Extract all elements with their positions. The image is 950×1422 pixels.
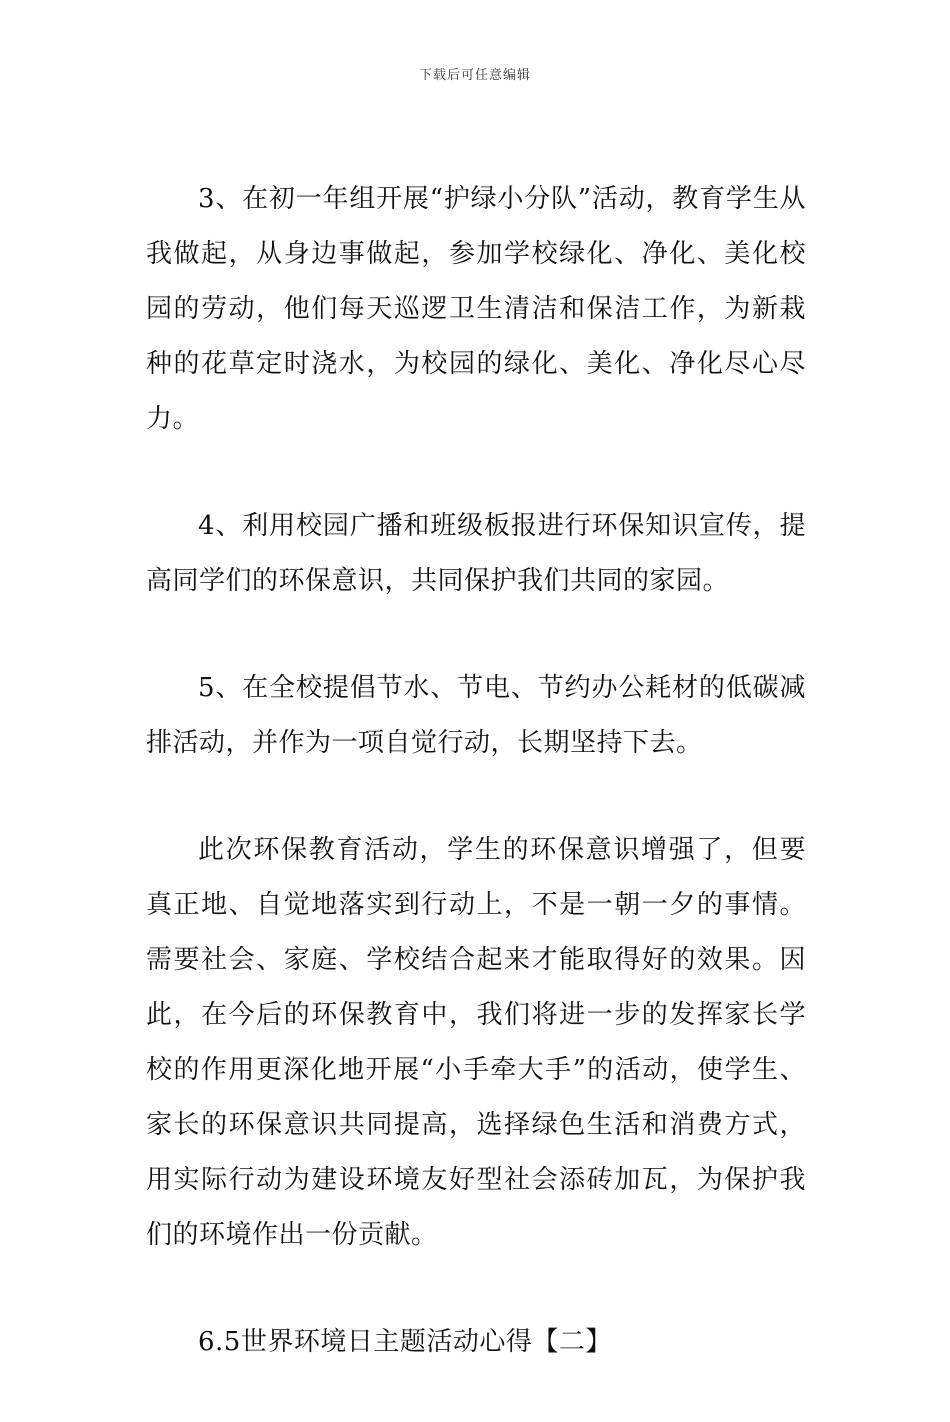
paragraph-conclusion: 此次环保教育活动，学生的环保意识增强了，但要真正地、自觉地落实到行动上，不是一朝一夕的事情。需要社会、家庭、学校结合起来才能取得好的效果。因此，在今后的环保教育中，我们将进一步的发挥家长学校的作用更深化地开展“小手牵大手”的活动，使学生、家长的环保意识共同提高，选择绿色生活和消费方式，用实际行动为建设环境友好型社会添砖加瓦，为保护我们的环境作出一份贡献。	[146, 835, 806, 1250]
paragraph-item-4: 4、利用校园广播和班级板报进行环保知识宣传，提高同学们的环保意识，共同保护我们共同的家园。	[146, 511, 806, 596]
paragraph-item-3: 3、在初一年组开展“护绿小分队”活动，教育学生从我做起，从身边事做起，参加学校绿化、净化、美化校园的劳动，他们每天巡逻卫生清洁和保洁工作，为新栽种的花草定时浇水，为校园的绿化、美化、净化尽心尽力。	[146, 184, 806, 434]
section-heading: 6.5世界环境日主题活动心得【二】	[198, 1327, 612, 1357]
page-header-note: 下载后可任意编辑	[418, 68, 531, 83]
document-body	[146, 172, 806, 1422]
paragraph-item-5: 5、在全校提倡节水、节电、节约办公耗材的低碳减排活动，并作为一项自觉行动，长期坚持下去。	[146, 673, 806, 758]
